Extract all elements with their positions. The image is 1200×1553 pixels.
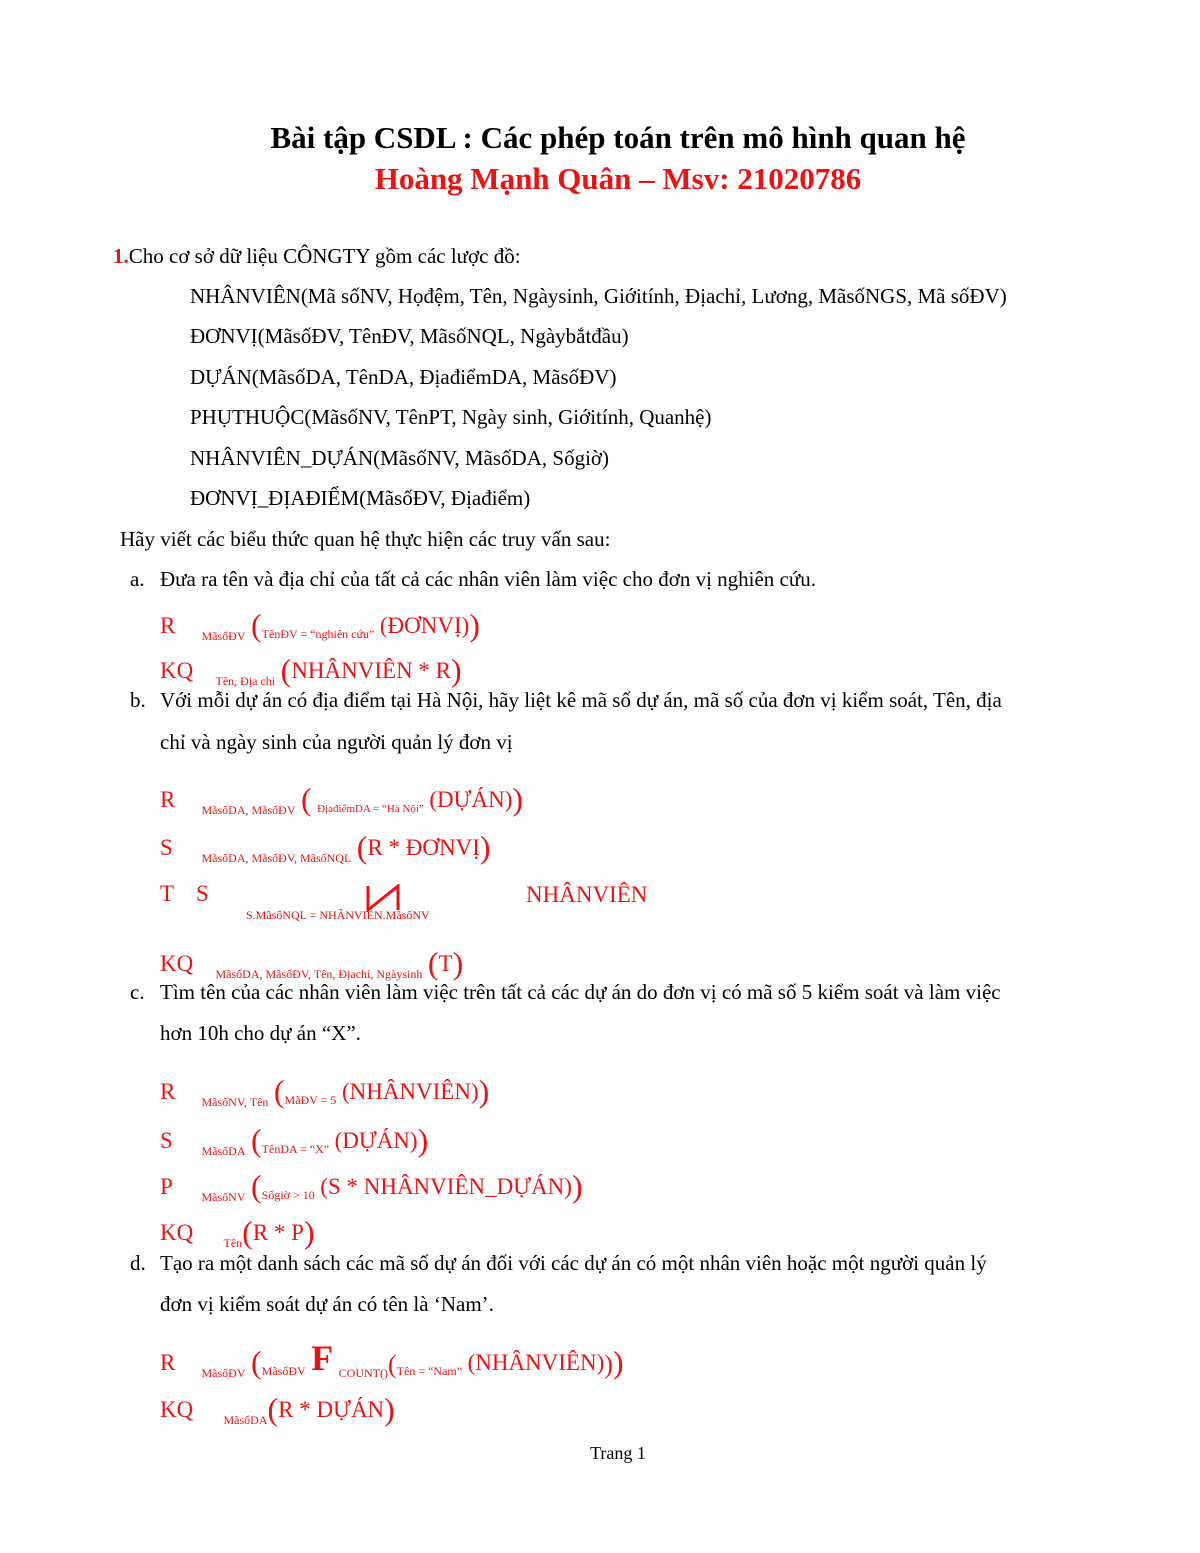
item-c-text-1: Tìm tên của các nhân viên làm việc trên tất cả các dự án do đơn vị có mã số 5 kiểm soát và làm việc [160, 980, 1001, 1004]
schema-duan: DỰÁN(MãsốDA, TênDA, ĐịađiểmDA, MãsốĐV) [190, 365, 617, 389]
formula-c-p: P $_{MãsốNV}$ ($_{Sốgiờ > 10}$ (S * NHÂNVIÊN_DỰÁN)) [160, 1168, 583, 1204]
formula-d-r: R $_{MãsốĐV}$ ($_{MãsốĐV}$ F $_{COUNT()}(_{Tên = “Nam”}$ (NHÂNVIÊN))) [160, 1338, 624, 1380]
item-b-label: b. [130, 688, 146, 712]
document-title: Bài tập CSDL : Các phép toán trên mô hình quan hệ [270, 120, 966, 155]
formula-a-r: R $_{MãsốĐV}$ ($_{TênĐV = “nghiên cứu”}$ (ĐƠNVỊ)) [160, 607, 480, 643]
formula-d-kq: KQ $_{MãsốDA}$(R * DỰÁN) [160, 1391, 395, 1427]
item-d-label: d. [130, 1251, 146, 1275]
schema-phuthuoc: PHỤTHUỘC(MãsốNV, TênPT, Ngày sinh, Giớitính, Quanhệ) [190, 405, 712, 429]
author-line: Hoàng Mạnh Quân – Msv: 21020786 [374, 161, 862, 196]
aggregate-function-icon: F [311, 1338, 334, 1378]
question-number: 1. [113, 244, 129, 268]
item-c-text-2: hơn 10h cho dự án “X”. [160, 1021, 361, 1045]
formula-b-r: R $_{MãsốDA, MãsốĐV}$ ( $_{ĐịađiểmDA = “Hà Nội”}$ (DỰÁN)) [160, 781, 524, 817]
schema-donvi: ĐƠNVỊ(MãsốĐV, TênĐV, MãsốNQL, Ngàybắtđầu) [190, 324, 629, 348]
question-1-intro [113, 246, 521, 267]
formula-c-r: R $_{MãsốNV, Tên}$ ($_{MãĐV = 5}$ (NHÂNVIÊN)) [160, 1073, 490, 1109]
question-intro-text: Cho cơ sở dữ liệu CÔNGTY gồm các lược đồ: [128, 244, 521, 268]
instruction: Hãy viết các biểu thức quan hệ thực hiện các truy vấn sau: [120, 527, 611, 551]
schema-donvi-diadiem: ĐƠNVỊ_ĐỊAĐIỂM(MãsốĐV, Địađiểm) [190, 486, 531, 510]
page-number: Trang 1 [590, 1443, 646, 1463]
formula-a-kq: KQ $_{Tên, Địa chỉ}$ (NHÂNVIÊN * R) [160, 652, 462, 688]
schema-nhanvien: NHÂNVIÊN(Mã sốNV, Họđệm, Tên, Ngàysinh, Giớitính, Địachỉ, Lương, MãsốNGS, Mã sốĐV) [190, 284, 1007, 308]
formula-b-t: T S [160, 881, 209, 906]
item-a-text: Đưa ra tên và địa chỉ của tất cả các nhân viên làm việc cho đơn vị nghiên cứu. [160, 567, 817, 591]
item-b-text-1: Với mỗi dự án có địa điểm tại Hà Nội, hãy liệt kê mã số dự án, mã số của đơn vị kiểm soát, Tên, địa [160, 688, 1002, 712]
formula-b-s: S $_{MãsốDA, MãsốĐV, MãsốNQL}$ (R * ĐƠNVỊ) [160, 829, 491, 865]
formula-c-kq: KQ $_{Tên}$(R * P) [160, 1214, 315, 1250]
item-c-label: c. [130, 980, 145, 1004]
formula-c-s: S $_{MãsốDA}$ ($_{TênDA = “X”}$ (DỰÁN)) [160, 1122, 429, 1158]
schema-nhanvien-duan: NHÂNVIÊN_DỰÁN(MãsốNV, MãsốDA, Sốgiờ) [190, 446, 609, 470]
item-a-label: a. [130, 567, 145, 591]
item-b-text-2: chỉ và ngày sinh của người quản lý đơn vị [160, 730, 513, 754]
formula-b-kq: KQ $_{MãsốDA, MãsốĐV, Tên, Địachỉ, Ngàysinh}$ (T) [160, 945, 464, 981]
join-condition: S.MãsốNQL = NHÂNVIÊN.MãsốNV [246, 908, 430, 922]
formula-b-t-right: NHÂNVIÊN [526, 882, 648, 907]
item-d-text-2: đơn vị kiểm soát dự án có tên là ‘Nam’. [160, 1292, 494, 1316]
item-d-text-1: Tạo ra một danh sách các mã số dự án đối với các dự án có một nhân viên hoặc một người quản lý [160, 1251, 987, 1275]
